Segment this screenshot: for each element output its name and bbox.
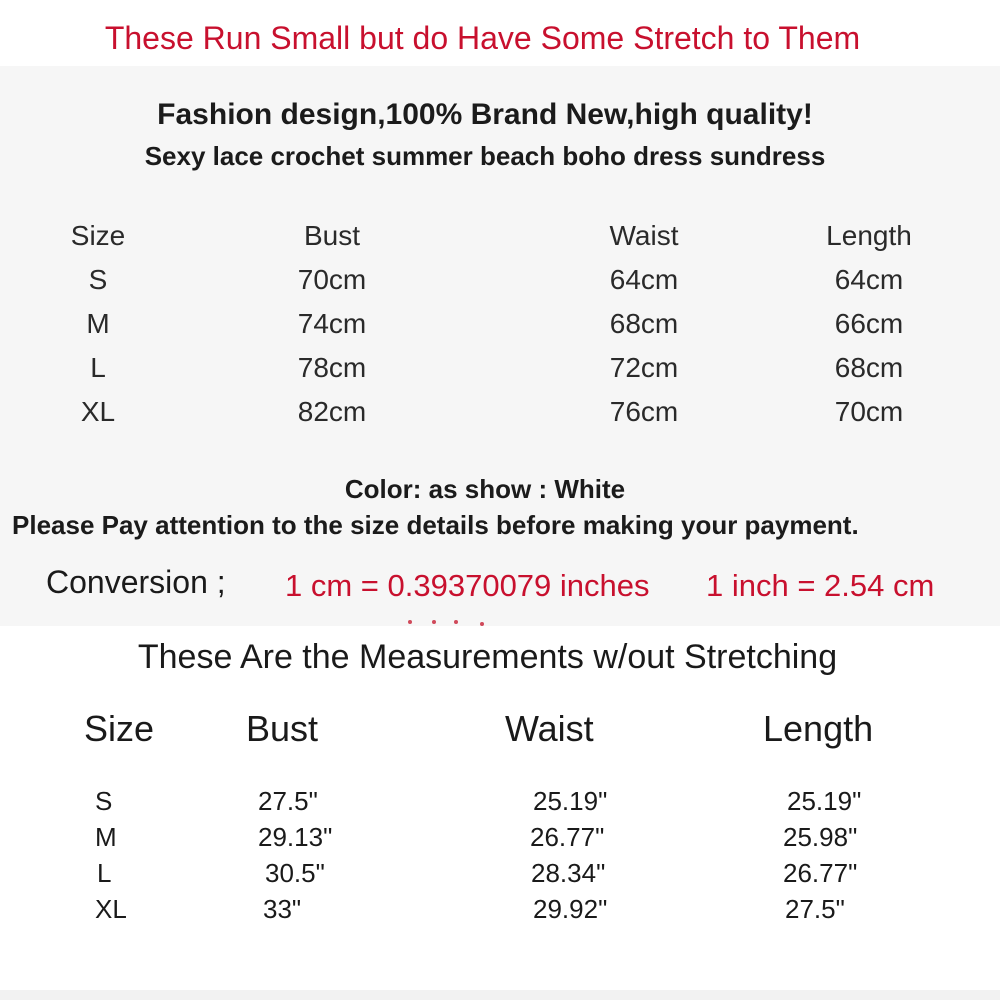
inch-cell-size: M (95, 822, 117, 852)
fit-warning-title: These Run Small but do Have Some Stretch to Them (104, 20, 861, 56)
inch-header-waist: Waist (505, 708, 594, 749)
metric-cell-waist: 72cm (609, 352, 679, 383)
conversion-inch-to-cm: 1 inch = 2.54 cm (706, 568, 935, 603)
metric-cell-waist: 68cm (609, 308, 679, 339)
inch-cell-length: 27.5" (785, 894, 845, 924)
metric-cell-size: S (88, 264, 108, 295)
inch-cell-bust: 29.13" (258, 822, 333, 852)
color-note: Color: as show : White (344, 474, 626, 504)
inch-header-bust: Bust (246, 708, 319, 749)
inch-cell-waist: 29.92" (533, 894, 608, 924)
metric-header-waist: Waist (609, 220, 679, 251)
metric-cell-bust: 74cm (297, 308, 367, 339)
bottom-strip (0, 990, 1000, 1000)
inch-cell-size: S (95, 786, 113, 816)
inch-cell-bust: 27.5" (258, 786, 318, 816)
metric-header-length: Length (826, 220, 912, 251)
metric-cell-waist: 76cm (609, 396, 679, 427)
metric-cell-length: 70cm (834, 396, 904, 427)
inch-cell-length: 25.98" (783, 822, 858, 852)
inch-table-title: These Are the Measurements w/out Stretching (137, 638, 838, 676)
dot (454, 620, 458, 624)
metric-header-size: Size (70, 220, 126, 251)
inch-cell-waist: 28.34" (531, 858, 606, 888)
conversion-cm-to-inch: 1 cm = 0.39370079 inches (285, 568, 650, 603)
dot (480, 622, 484, 626)
metric-cell-bust: 78cm (297, 352, 367, 383)
metric-cell-bust: 82cm (297, 396, 367, 427)
metric-header-bust: Bust (303, 220, 361, 251)
inch-cell-length: 26.77" (783, 858, 858, 888)
metric-cell-waist: 64cm (609, 264, 679, 295)
metric-cell-size: XL (80, 396, 116, 427)
conversion-label: Conversion ; (46, 564, 226, 600)
metric-cell-size: M (86, 308, 110, 339)
dot (408, 620, 412, 624)
inch-cell-size: L (97, 858, 112, 888)
inch-cell-bust: 30.5" (265, 858, 325, 888)
product-quality-heading: Fashion design,100% Brand New,high quality! (157, 98, 813, 131)
metric-cell-length: 64cm (834, 264, 904, 295)
inch-cell-waist: 25.19" (533, 786, 608, 816)
decorative-dots (400, 620, 500, 626)
metric-cell-length: 68cm (834, 352, 904, 383)
inch-cell-size: XL (95, 894, 127, 924)
inch-header-length: Length (763, 708, 874, 749)
inch-cell-bust: 33" (263, 894, 302, 924)
payment-attention-note: Please Pay attention to the size details before making your payment. (12, 510, 859, 540)
dot (432, 620, 436, 624)
inch-cell-waist: 26.77" (530, 822, 605, 852)
metric-cell-bust: 70cm (297, 264, 367, 295)
inch-header-size: Size (84, 708, 155, 749)
inch-cell-length: 25.19" (787, 786, 862, 816)
metric-cell-size: L (90, 352, 106, 383)
product-description-heading: Sexy lace crochet summer beach boho dress sundress (144, 141, 826, 171)
metric-cell-length: 66cm (834, 308, 904, 339)
